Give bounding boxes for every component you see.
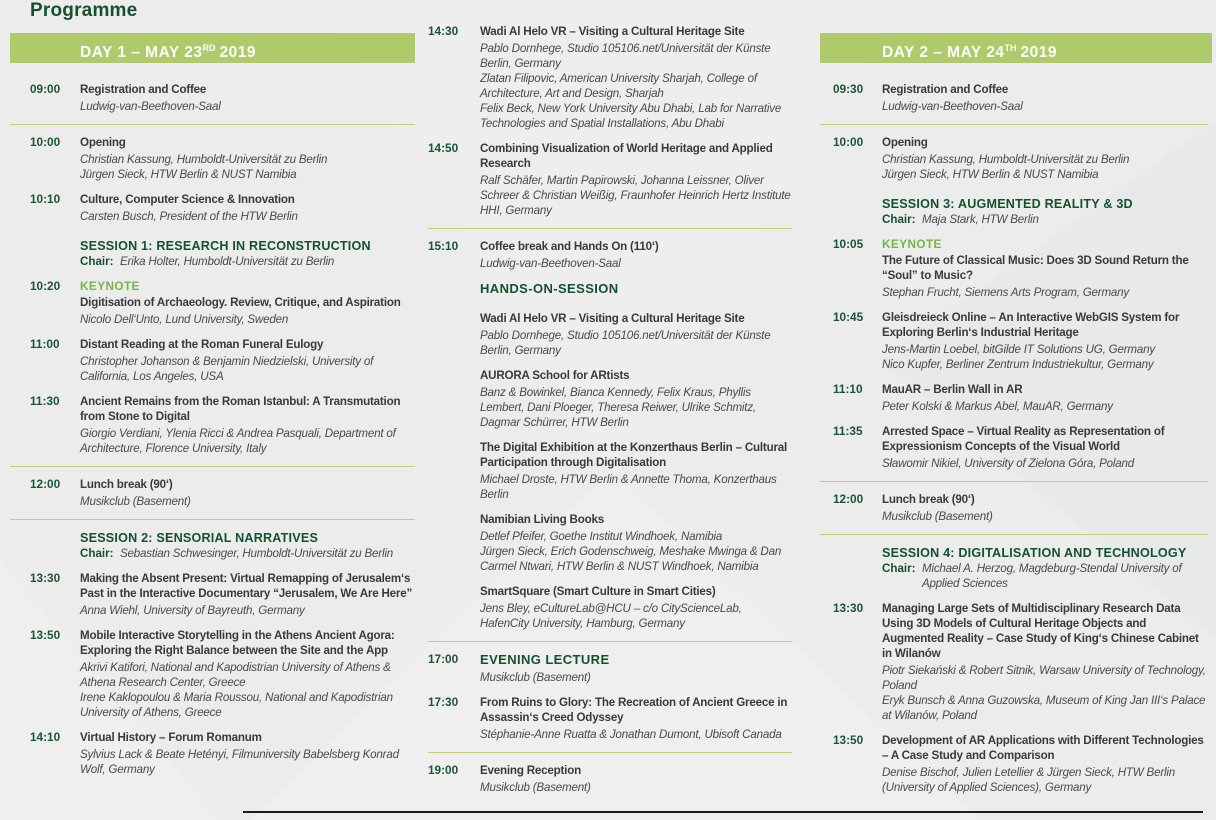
entry-title: Opening: [80, 136, 126, 149]
session-heading: SESSION 1: RESEARCH IN RECONSTRUCTION: [80, 239, 371, 253]
entry-title: Virtual History – Forum Romanum: [80, 731, 262, 744]
entry-title: Lunch break (90‘): [882, 493, 975, 506]
hands-on-session-heading: HANDS-ON-SESSION: [480, 281, 619, 296]
programme-entry: [10, 628, 415, 720]
entry-time: 17:00: [428, 652, 459, 666]
entry-detail-line: Nicolo Dell‘Unto, Lund University, Sweden: [80, 313, 289, 326]
entry-detail-line: Nico Kupfer, Berliner Zentrum Industriekultur, Germany: [882, 358, 1154, 371]
entry-time: 12:00: [30, 477, 61, 491]
entry-detail-line: Jens Bley, eCultureLab@HCU – c/o CityScienceLab, HafenCity University, Hamburg, Germany: [480, 602, 742, 630]
entry-title: SmartSquare (Smart Culture in Smart Cities): [480, 585, 716, 598]
entry-detail-line: Jürgen Sieck, HTW Berlin & NUST Namibia: [882, 168, 1099, 181]
entry-title: Registration and Coffee: [882, 83, 1009, 96]
day2-header-label: DAY 2 – MAY 24TH 2019: [882, 43, 1057, 62]
entry-detail-line: Zlatan Filipovic, American University Sharjah, College of Architecture, Art and Design, Sharjah: [480, 72, 757, 100]
divider: [428, 228, 792, 229]
entry-title: Development of AR Applications with Different Technologies – A Case Study and Comparison: [882, 734, 1204, 762]
entry-detail-line: Irene Kaklopoulou & Maria Roussou, National and Kapodistrian University of Athens, Greece: [80, 691, 393, 719]
entry-time: 10:00: [833, 135, 864, 149]
entry-time: 14:10: [30, 730, 61, 744]
programme-entry: [10, 394, 415, 456]
programme-entry: [420, 584, 792, 631]
divider: [428, 641, 792, 642]
entry-detail-line: Eryk Bunsch & Anna Guzowska, Museum of King Jan III‘s Palace at Wilanów, Poland: [882, 694, 1206, 722]
entry-time: 13:50: [833, 733, 864, 747]
programme-entry: [10, 279, 415, 327]
entry-title: MauAR – Berlin Wall in AR: [882, 383, 1023, 396]
session-heading: SESSION 2: SENSORIAL NARRATIVES: [80, 531, 319, 545]
programme-entry: [10, 82, 415, 114]
page-title: Programme: [30, 0, 138, 21]
programme-entry: [10, 477, 415, 509]
chair-label: Chair:: [882, 562, 916, 575]
entry-detail-line: Jürgen Sieck, HTW Berlin & NUST Namibia: [80, 168, 297, 181]
entry-title: Coffee break and Hands On (110‘): [480, 240, 659, 253]
entry-detail-line: Ralf Schäfer, Martin Papirowski, Johanna Leissner, Oliver Schreer & Christian Weißig, Fraunhofer Heinrich Hertz Institute HHI, Germany: [480, 174, 791, 217]
programme-entry: [820, 135, 1208, 182]
programme-entry: [420, 24, 792, 131]
entry-title: Evening Reception: [480, 764, 581, 777]
session-header: [820, 545, 1208, 591]
day2-header-bar: [820, 33, 1212, 63]
entry-detail-line: Carsten Busch, President of the HTW Berlin: [80, 210, 298, 223]
entry-detail-line: Felix Beck, New York University Abu Dhabi, Lab for Narrative Technologies and Spatial Installations, Abu Dhabi: [480, 102, 782, 130]
entry-title: Wadi Al Helo VR – Visiting a Cultural Heritage Site: [480, 25, 745, 38]
day2-column: [820, 78, 1212, 805]
entry-time: 11:10: [833, 382, 863, 396]
entry-time: 13:50: [30, 628, 61, 642]
entry-detail-line: Sylvius Lack & Beate Hetényi, Filmuniversity Babelsberg Konrad Wolf, Germany: [80, 748, 399, 776]
programme-entry: [820, 424, 1208, 471]
programme-entry: [820, 492, 1208, 524]
programme-entry: [420, 652, 792, 685]
divider: [820, 124, 1208, 125]
day1-header-bar: [10, 33, 415, 63]
entry-detail-line: Giorgio Verdiani, Ylenia Ricci & Andrea Pasquali, Department of Architecture, Florence University, Italy: [80, 427, 396, 455]
entry-title: EVENING LECTURE: [480, 652, 610, 667]
entry-detail-line: Christopher Johanson & Benjamin Niedzielski, University of California, Los Angeles, USA: [80, 355, 374, 383]
programme-entry: [820, 382, 1208, 414]
entry-time: 10:45: [833, 310, 864, 324]
entry-title: Ancient Remains from the Roman Istanbul: A Transmutation from Stone to Digital: [80, 395, 401, 423]
entry-title: From Ruins to Glory: The Recreation of Ancient Greece in Assassin‘s Creed Odyssey: [480, 696, 788, 724]
entry-detail-line: Banz & Bowinkel, Bianca Kennedy, Felix Kraus, Phyllis Lembert, Dani Ploeger, Theresa Reiwer, Ulrike Schmitz, Dagmar Schürrer, HTW Berlin: [480, 386, 756, 429]
programme-entry: [420, 311, 792, 358]
chair-label: Chair:: [882, 213, 916, 226]
entry-detail-line: Pablo Dornhege, Studio 105106.net/Universität der Künste Berlin, Germany: [480, 42, 771, 70]
entry-time: 09:00: [30, 82, 61, 96]
programme-entry: [10, 337, 415, 384]
entry-title: Combining Visualization of World Heritage and Applied Research: [480, 142, 773, 170]
divider: [820, 534, 1208, 535]
entry-detail-line: Anna Wiehl, University of Bayreuth, Germany: [80, 604, 305, 617]
entry-time: 19:00: [428, 763, 459, 777]
chair-name: Michael A. Herzog, Magdeburg-Stendal University of Applied Sciences: [922, 562, 1182, 590]
entry-detail-line: Ludwig-van-Beethoven-Saal: [882, 100, 1023, 113]
entry-detail-line: Jens-Martin Loebel, bitGilde IT Solutions UG, Germany: [882, 343, 1155, 356]
programme-entry: [420, 368, 792, 430]
chair-label: Chair:: [80, 547, 114, 560]
entry-detail-line: Pablo Dornhege, Studio 105106.net/Universität der Künste Berlin, Germany: [480, 329, 771, 357]
programme-entry: [10, 192, 415, 224]
entry-detail-line: Musikclub (Basement): [882, 510, 993, 523]
programme-entry: [420, 763, 792, 795]
programme-entry: [420, 695, 792, 742]
programme-entry: [820, 601, 1208, 723]
programme-entry: [820, 733, 1208, 795]
entry-detail-line: Musikclub (Basement): [480, 671, 591, 684]
entry-detail-line: Christian Kassung, Humboldt-Universität zu Berlin: [80, 153, 328, 166]
entry-detail-line: Musikclub (Basement): [480, 781, 591, 794]
entry-time: 13:30: [30, 571, 61, 585]
entry-title: The Digital Exhibition at the Konzerthaus Berlin – Cultural Participation through Digitalisation: [480, 441, 788, 469]
entry-title: Arrested Space – Virtual Reality as Representation of Expressionism Concepts of the Visual World: [882, 425, 1165, 453]
keynote-label: KEYNOTE: [882, 237, 942, 251]
chair-name: Sebastian Schwesinger, Humboldt-Universität zu Berlin: [120, 547, 393, 560]
keynote-label: KEYNOTE: [80, 279, 140, 293]
entry-detail-line: Piotr Siekański & Robert Sitnik, Warsaw University of Technology, Poland: [882, 664, 1206, 692]
entry-detail-line: Stéphanie-Anne Ruatta & Jonathan Dumont, Ubisoft Canada: [480, 728, 782, 741]
day1-header-label: DAY 1 – MAY 23RD 2019: [80, 43, 256, 62]
entry-title: Making the Absent Present: Virtual Remapping of Jerusalem‘s Past in the Interactive Documentary “Jerusalem, We Are Here”: [80, 572, 413, 600]
entry-detail-line: Peter Kolski & Markus Abel, MauAR, Germany: [882, 400, 1113, 413]
entry-title: Managing Large Sets of Multidisciplinary Research Data Using 3D Models of Cultural Heritage Objects and Augmented Reality – Case Study of King‘s Chinese Cabinet in Wilanów: [882, 602, 1199, 660]
programme-entry: [820, 310, 1208, 372]
entry-time: 14:50: [428, 141, 459, 155]
entry-title: Opening: [882, 136, 928, 149]
divider: [820, 481, 1208, 482]
entry-detail-line: Stephan Frucht, Siemens Arts Program, Germany: [882, 286, 1130, 299]
entry-title: Namibian Living Books: [480, 513, 604, 526]
entry-title: Gleisdreieck Online – An Interactive WebGIS System for Exploring Berlin‘s Industrial Heritage: [882, 311, 1180, 339]
entry-title: Culture, Computer Science & Innovation: [80, 193, 295, 206]
entry-time: 13:30: [833, 601, 864, 615]
programme-entry: [10, 730, 415, 777]
divider: [428, 752, 792, 753]
entry-time: 09:30: [833, 82, 864, 96]
entry-time: 10:20: [30, 279, 61, 293]
entry-detail-line: Musikclub (Basement): [80, 495, 191, 508]
chair-name: Maja Stark, HTW Berlin: [922, 213, 1039, 226]
entry-detail-line: Michael Droste, HTW Berlin & Annette Thoma, Konzerthaus Berlin: [480, 473, 777, 501]
entry-detail-line: Denise Bischof, Julien Letellier & Jürgen Sieck, HTW Berlin (University of Applied Sciences), Germany: [882, 766, 1175, 794]
entry-detail-line: Ludwig-van-Beethoven-Saal: [480, 257, 621, 270]
entry-time: 15:10: [428, 239, 459, 253]
entry-time: 12:00: [833, 492, 864, 506]
session-heading: SESSION 3: AUGMENTED REALITY & 3D: [882, 197, 1133, 211]
day1-column: [10, 78, 415, 787]
entry-detail-line: Jürgen Sieck, Erich Godenschweig, Meshake Mwinga & Dan Carmel Ntwari, HTW Berlin & NUST Windhoek, Namibia: [480, 545, 782, 573]
entry-title: Wadi Al Helo VR – Visiting a Cultural Heritage Site: [480, 312, 745, 325]
entry-detail-line: Detlef Pfeifer, Goethe Institut Windhoek, Namibia: [480, 530, 723, 543]
entry-time: 10:05: [833, 237, 864, 251]
session-header: [10, 530, 415, 561]
footer-rule: [243, 811, 1203, 813]
day1-continued-column: [420, 24, 792, 805]
divider: [10, 519, 415, 520]
programme-entry: [420, 440, 792, 502]
session-heading: SESSION 4: DIGITALISATION AND TECHNOLOGY: [882, 546, 1187, 560]
hands-on-session-header: [420, 281, 792, 299]
programme-entry: [10, 571, 415, 618]
programme-entry: [420, 141, 792, 218]
entry-title: The Future of Classical Music: Does 3D Sound Return the “Soul” to Music?: [882, 254, 1189, 282]
chair-label: Chair:: [80, 255, 114, 268]
entry-title: Lunch break (90‘): [80, 478, 173, 491]
entry-title: AURORA School for ARtists: [480, 369, 630, 382]
entry-time: 11:35: [833, 424, 863, 438]
entry-title: Distant Reading at the Roman Funeral Eulogy: [80, 338, 324, 351]
programme-entry: [10, 135, 415, 182]
programme-entry: [820, 237, 1208, 300]
entry-time: 10:10: [30, 192, 61, 206]
entry-detail-line: Sławomir Nikiel, University of Zielona Góra, Poland: [882, 457, 1135, 470]
entry-time: 11:30: [30, 394, 60, 408]
session-header: [820, 192, 1208, 227]
session-header: [10, 234, 415, 269]
programme-entry: [420, 239, 792, 271]
entry-title: Mobile Interactive Storytelling in the Athens Ancient Agora: Exploring the Right Balance between the Site and the App: [80, 629, 395, 657]
entry-time: 11:00: [30, 337, 60, 351]
entry-detail-line: Christian Kassung, Humboldt-Universität zu Berlin: [882, 153, 1130, 166]
entry-title: Digitisation of Archaeology. Review, Critique, and Aspiration: [80, 296, 401, 309]
entry-title: Registration and Coffee: [80, 83, 207, 96]
entry-time: 14:30: [428, 24, 459, 38]
programme-entry: [820, 82, 1208, 114]
divider: [10, 124, 415, 125]
entry-time: 17:30: [428, 695, 459, 709]
divider: [10, 466, 415, 467]
entry-time: 10:00: [30, 135, 61, 149]
entry-detail-line: Akrivi Katifori, National and Kapodistrian University of Athens & Athena Research Center, Greece: [80, 661, 391, 689]
programme-entry: [420, 512, 792, 574]
chair-name: Erika Holter, Humboldt-Universität zu Berlin: [120, 255, 335, 268]
entry-detail-line: Ludwig-van-Beethoven-Saal: [80, 100, 221, 113]
